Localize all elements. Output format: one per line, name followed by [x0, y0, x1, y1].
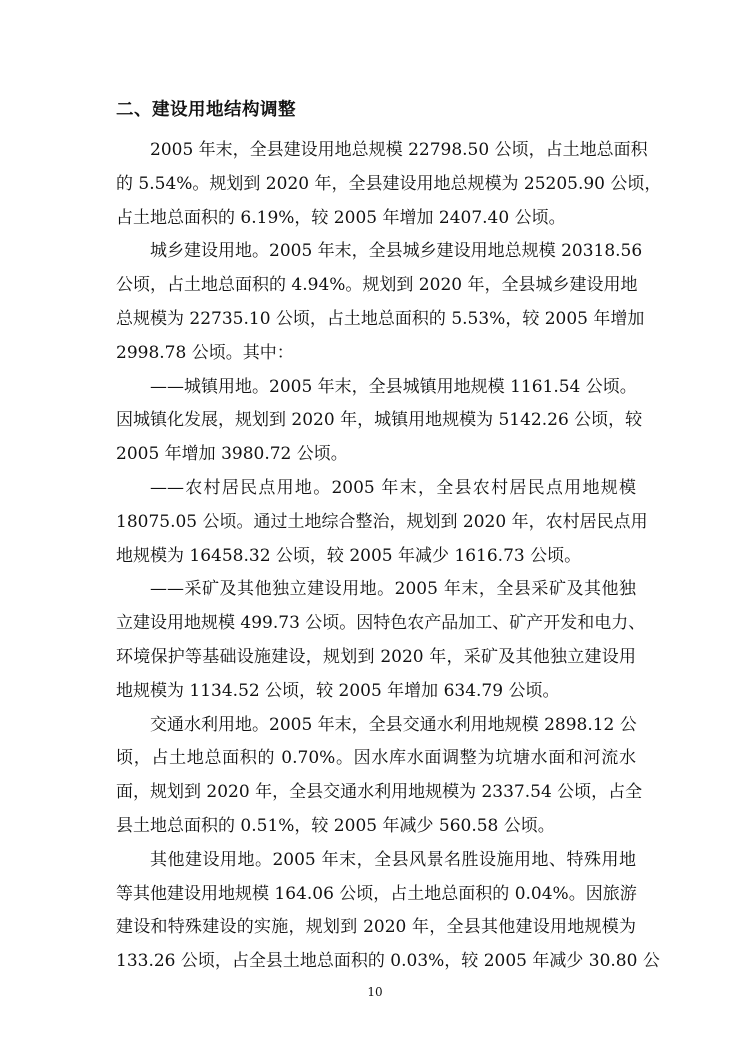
- text-line: 2005 年末，全县建设用地总规模 22798.50 公顷，占土地总面积: [150, 140, 648, 160]
- text-line: ——采矿及其他独立建设用地。2005 年末，全县采矿及其他独: [150, 579, 636, 600]
- text-line: 城乡建设用地。2005 年末，全县城乡建设用地总规模 20318.56: [150, 241, 643, 262]
- text-line: 其他建设用地。2005 年末，全县风景名胜设施用地、特殊用地: [150, 849, 636, 870]
- text-line: 建设和特殊建设的实施，规划到 2020 年，全县其他建设用地规模为: [116, 917, 636, 938]
- section-heading: 二、建设用地结构调整: [116, 100, 296, 120]
- text-line: 交通水利用地。2005 年末，全县交通水利用地规模 2898.12 公: [150, 714, 637, 735]
- page-number: 10: [367, 985, 383, 999]
- text-line: 地规模为 16458.32 公顷，较 2005 年减少 1616.73 公顷。: [116, 545, 582, 566]
- text-line: 18075.05 公顷。通过土地综合整治，规划到 2020 年，农村居民点用: [116, 511, 648, 532]
- text-line: 133.26 公顷，占全县土地总面积的 0.03%，较 2005 年减少 30.80 公: [116, 951, 660, 972]
- text-line: 的 5.54%。规划到 2020 年，全县建设用地总规模为 25205.90 公顷，: [116, 173, 662, 194]
- text-line: 面，规划到 2020 年，全县交通水利用地规模为 2337.54 公顷，占全: [116, 782, 643, 803]
- text-line: 2005 年增加 3980.72 公顷。: [116, 444, 348, 465]
- text-line: 2998.78 公顷。其中：: [116, 342, 294, 363]
- text-line: 公顷，占土地总面积的 4.94%。规划到 2020 年，全县城乡建设用地: [116, 275, 638, 296]
- text-line: 占土地总面积的 6.19%，较 2005 年增加 2407.40 公顷。: [116, 207, 566, 228]
- body-text: [116, 134, 662, 979]
- text-line: 地规模为 1134.52 公顷，较 2005 年增加 634.79 公顷。: [116, 680, 560, 701]
- text-line: 等其他建设用地规模 164.06 公顷，占土地总面积的 0.04%。因旅游: [116, 883, 637, 904]
- text-line: 环境保护等基础设施建设，规划到 2020 年，采矿及其他独立建设用: [116, 646, 636, 667]
- text-line: 立建设用地规模 499.73 公顷。因特色农产品加工、矿产开发和电力、: [116, 613, 646, 634]
- text-line: 县土地总面积的 0.51%，较 2005 年减少 560.58 公顷。: [116, 815, 555, 836]
- text-line: 总规模为 22735.10 公顷，占土地总面积的 5.53%，较 2005 年增加: [116, 308, 645, 329]
- text-line: 顷，占土地总面积的 0.70%。因水库水面调整为坑塘水面和河流水: [116, 748, 636, 769]
- text-line: 因城镇化发展，规划到 2020 年，城镇用地规模为 5142.26 公顷，较: [116, 410, 643, 431]
- text-line: ——城镇用地。2005 年末，全县城镇用地规模 1161.54 公顷。: [150, 376, 637, 397]
- text-line: ——农村居民点用地。2005 年末，全县农村居民点用地规模: [150, 477, 636, 498]
